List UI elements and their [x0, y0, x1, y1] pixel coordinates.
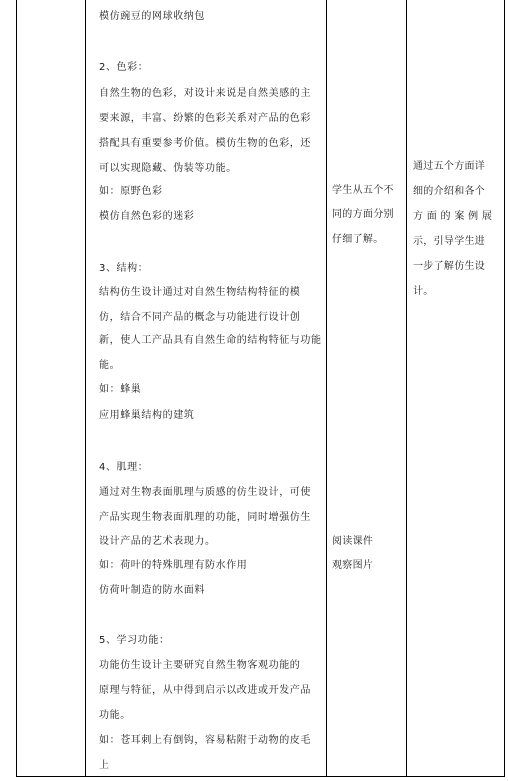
- table-border-bottom: [16, 776, 505, 777]
- content-line: 模仿自然色彩的迷彩: [99, 211, 195, 222]
- content-line: 设计产品的艺术表现力。: [99, 536, 216, 547]
- content-line: 功能仿生设计主要研究自然生物客观功能的: [99, 660, 301, 671]
- intent-line: 一步了解仿生设: [413, 261, 486, 272]
- intent-line: 细的介绍和各个: [413, 186, 486, 197]
- content-line: 功能。: [99, 710, 131, 721]
- content-line: 产品实现生物表面肌理的功能，同时增强仿生: [99, 512, 311, 523]
- table-divider-2: [326, 0, 327, 776]
- content-line: 如：苍耳刺上有倒钩，容易粘附于动物的皮毛: [99, 735, 311, 746]
- content-line: 能。: [99, 360, 121, 371]
- content-line: 可以实现隐藏、伪装等功能。: [99, 163, 237, 174]
- content-line: 仿，结合不同产品的概念与功能进行设计创: [99, 312, 301, 323]
- intent-line: 示，引导学生进: [413, 236, 486, 247]
- content-line: 如：蜂巢: [99, 384, 142, 395]
- content-line: 如：原野色彩: [99, 186, 163, 197]
- student-line: 仔细了解。: [332, 234, 384, 245]
- content-line: 自然生物的色彩，对设计来说是自然美感的主: [99, 88, 311, 99]
- section-heading: 3、结构：: [99, 263, 149, 274]
- table-border-left: [16, 0, 17, 776]
- content-line: 要来源，丰富、纷繁的色彩关系对产品的色彩: [99, 113, 311, 124]
- student-line: 学生从五个不: [332, 185, 394, 196]
- student-line: 观察图片: [332, 560, 374, 571]
- content-line: 搭配具有重要参考价值。模仿生物的色彩，还: [99, 138, 311, 149]
- student-line: 阅读课件: [332, 536, 374, 547]
- content-line: 仿荷叶制造的防水面料: [99, 585, 205, 596]
- content-line: 原理与特征，从中得到启示以改进或开发产品: [99, 685, 311, 696]
- intent-line: 计。: [413, 286, 434, 297]
- content-line: 如：荷叶的特殊肌理有防水作用: [99, 560, 248, 571]
- intent-line: 通过五个方面详: [413, 161, 486, 172]
- content-line: 模仿豌豆的网球收纳包: [99, 11, 205, 22]
- table-border-right: [504, 0, 505, 776]
- content-line: 新，使人工产品具有自然生命的结构特征与功能: [99, 335, 322, 346]
- content-line: 上: [99, 760, 110, 771]
- table-divider-1: [85, 0, 86, 776]
- section-heading: 2、色彩：: [99, 62, 149, 73]
- content-line: 通过对生物表面肌理与质感的仿生设计，可使: [99, 487, 311, 498]
- table-divider-3: [406, 0, 407, 776]
- content-line: 应用蜂巢结构的建筑: [99, 410, 195, 421]
- student-line: 同的方面分别: [332, 209, 394, 220]
- content-line: 结构仿生设计通过对自然生物结构特征的模: [99, 287, 301, 298]
- intent-line: 方 面 的 案 例 展: [413, 211, 493, 222]
- section-heading: 4、肌理：: [99, 462, 149, 473]
- section-heading: 5、学习功能：: [99, 635, 170, 646]
